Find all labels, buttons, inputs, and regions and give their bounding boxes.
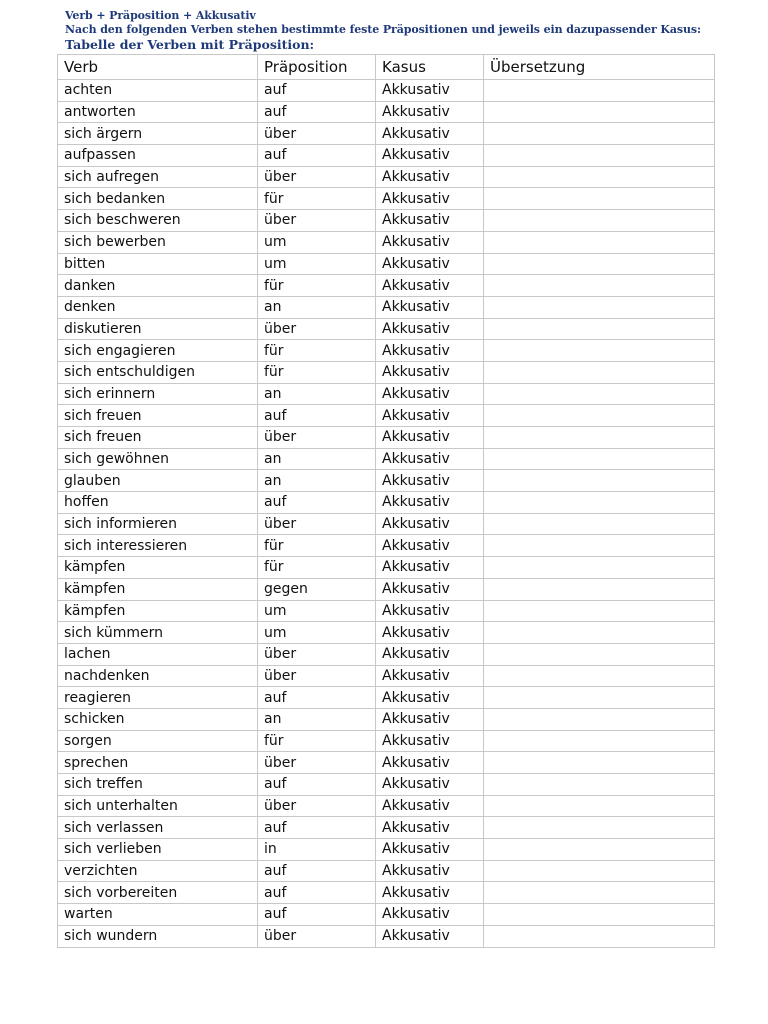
cell-kasus: Akkusativ [376,188,484,210]
cell-preposition: auf [258,101,376,123]
cell-preposition: auf [258,882,376,904]
cell-verb: schicken [58,708,258,730]
cell-preposition: über [258,318,376,340]
cell-preposition: auf [258,405,376,427]
table-row [58,492,715,514]
cell-preposition: auf [258,860,376,882]
cell-verb: kämpfen [58,578,258,600]
table-row [58,145,715,167]
cell-preposition: auf [258,80,376,102]
column-header-verb: Verb [58,55,258,80]
cell-translation[interactable] [484,795,715,817]
table-row [58,101,715,123]
cell-preposition: auf [258,145,376,167]
cell-kasus: Akkusativ [376,904,484,926]
table-row [58,210,715,232]
cell-translation[interactable] [484,839,715,861]
cell-verb: sich wundern [58,925,258,947]
cell-kasus: Akkusativ [376,578,484,600]
table-title: Tabelle der Verben mit Präposition: [65,37,315,52]
cell-translation[interactable] [484,101,715,123]
cell-preposition: an [258,708,376,730]
cell-kasus: Akkusativ [376,210,484,232]
verb-table [57,54,715,948]
cell-preposition: um [258,600,376,622]
cell-preposition: über [258,166,376,188]
cell-translation[interactable] [484,882,715,904]
table-row [58,427,715,449]
cell-preposition: für [258,535,376,557]
cell-verb: lachen [58,643,258,665]
cell-translation[interactable] [484,578,715,600]
cell-translation[interactable] [484,188,715,210]
cell-verb: sich ärgern [58,123,258,145]
cell-verb: warten [58,904,258,926]
cell-verb: sich engagieren [58,340,258,362]
table-row [58,448,715,470]
cell-preposition: über [258,513,376,535]
cell-translation[interactable] [484,340,715,362]
cell-translation[interactable] [484,643,715,665]
cell-kasus: Akkusativ [376,513,484,535]
table-row [58,665,715,687]
cell-preposition: für [258,340,376,362]
cell-verb: bitten [58,253,258,275]
cell-preposition: an [258,448,376,470]
cell-verb: sich freuen [58,405,258,427]
column-header-preposition: Präposition [258,55,376,80]
cell-verb: sich verlieben [58,839,258,861]
cell-preposition: über [258,427,376,449]
cell-translation[interactable] [484,774,715,796]
cell-preposition: für [258,188,376,210]
cell-preposition: an [258,470,376,492]
cell-preposition: in [258,839,376,861]
table-row [58,774,715,796]
table-row [58,622,715,644]
cell-kasus: Akkusativ [376,383,484,405]
cell-preposition: über [258,752,376,774]
cell-verb: glauben [58,470,258,492]
cell-verb: sich interessieren [58,535,258,557]
cell-translation[interactable] [484,145,715,167]
cell-kasus: Akkusativ [376,600,484,622]
cell-verb: sich beschweren [58,210,258,232]
cell-kasus: Akkusativ [376,795,484,817]
table-row [58,752,715,774]
table-row [58,535,715,557]
table-row [58,513,715,535]
doc-intro: Nach den folgenden Verben stehen bestimmte feste Präpositionen und jeweils ein dazupassender Kasus: [65,23,701,36]
cell-translation[interactable] [484,925,715,947]
cell-verb: diskutieren [58,318,258,340]
cell-verb: aufpassen [58,145,258,167]
cell-kasus: Akkusativ [376,687,484,709]
cell-translation[interactable] [484,904,715,926]
cell-kasus: Akkusativ [376,296,484,318]
table-row [58,600,715,622]
cell-kasus: Akkusativ [376,817,484,839]
cell-translation[interactable] [484,622,715,644]
cell-translation[interactable] [484,557,715,579]
cell-translation[interactable] [484,448,715,470]
cell-translation[interactable] [484,405,715,427]
cell-kasus: Akkusativ [376,80,484,102]
cell-translation[interactable] [484,210,715,232]
cell-kasus: Akkusativ [376,752,484,774]
cell-translation[interactable] [484,708,715,730]
cell-kasus: Akkusativ [376,882,484,904]
table-row [58,817,715,839]
cell-translation[interactable] [484,296,715,318]
cell-kasus: Akkusativ [376,708,484,730]
table-row [58,860,715,882]
cell-kasus: Akkusativ [376,448,484,470]
cell-translation[interactable] [484,123,715,145]
cell-preposition: über [258,643,376,665]
cell-preposition: auf [258,817,376,839]
cell-preposition: auf [258,774,376,796]
cell-preposition: über [258,795,376,817]
cell-verb: denken [58,296,258,318]
table-row [58,904,715,926]
cell-verb: sich erinnern [58,383,258,405]
cell-translation[interactable] [484,275,715,297]
cell-translation[interactable] [484,470,715,492]
cell-kasus: Akkusativ [376,231,484,253]
cell-translation[interactable] [484,427,715,449]
cell-verb: sich treffen [58,774,258,796]
cell-kasus: Akkusativ [376,535,484,557]
cell-preposition: für [258,275,376,297]
cell-verb: kämpfen [58,600,258,622]
cell-kasus: Akkusativ [376,665,484,687]
cell-preposition: für [258,361,376,383]
cell-verb: kämpfen [58,557,258,579]
table-row [58,578,715,600]
cell-translation[interactable] [484,817,715,839]
cell-translation[interactable] [484,231,715,253]
cell-translation[interactable] [484,166,715,188]
cell-kasus: Akkusativ [376,145,484,167]
cell-kasus: Akkusativ [376,166,484,188]
cell-kasus: Akkusativ [376,275,484,297]
cell-verb: hoffen [58,492,258,514]
table-row [58,730,715,752]
cell-preposition: auf [258,904,376,926]
cell-translation[interactable] [484,80,715,102]
table-row [58,318,715,340]
doc-heading: Verb + Präposition + Akkusativ [65,9,256,22]
cell-preposition: über [258,210,376,232]
cell-kasus: Akkusativ [376,839,484,861]
column-header-kasus: Kasus [376,55,484,80]
cell-verb: sich kümmern [58,622,258,644]
cell-translation[interactable] [484,860,715,882]
column-header-translation: Übersetzung [484,55,715,80]
cell-verb: sich informieren [58,513,258,535]
cell-preposition: gegen [258,578,376,600]
cell-translation[interactable] [484,600,715,622]
cell-verb: sprechen [58,752,258,774]
cell-kasus: Akkusativ [376,470,484,492]
table-row [58,643,715,665]
cell-verb: sich bewerben [58,231,258,253]
cell-kasus: Akkusativ [376,643,484,665]
cell-kasus: Akkusativ [376,101,484,123]
cell-verb: sorgen [58,730,258,752]
cell-translation[interactable] [484,687,715,709]
table-row [58,839,715,861]
cell-kasus: Akkusativ [376,860,484,882]
cell-kasus: Akkusativ [376,730,484,752]
cell-translation[interactable] [484,665,715,687]
cell-preposition: an [258,296,376,318]
cell-verb: nachdenken [58,665,258,687]
table-row [58,687,715,709]
table-row [58,882,715,904]
cell-verb: antworten [58,101,258,123]
cell-preposition: um [258,622,376,644]
cell-translation[interactable] [484,730,715,752]
table-row [58,231,715,253]
cell-translation[interactable] [484,513,715,535]
table-row [58,795,715,817]
cell-translation[interactable] [484,383,715,405]
cell-verb: sich gewöhnen [58,448,258,470]
cell-kasus: Akkusativ [376,427,484,449]
cell-preposition: auf [258,492,376,514]
cell-verb: reagieren [58,687,258,709]
cell-verb: sich vorbereiten [58,882,258,904]
cell-verb: sich verlassen [58,817,258,839]
table-row [58,123,715,145]
table-row [58,925,715,947]
cell-verb: sich entschuldigen [58,361,258,383]
table-row [58,275,715,297]
table-header-row [58,55,715,80]
cell-translation[interactable] [484,535,715,557]
cell-verb: sich bedanken [58,188,258,210]
cell-preposition: für [258,730,376,752]
table-row [58,470,715,492]
cell-kasus: Akkusativ [376,774,484,796]
cell-kasus: Akkusativ [376,925,484,947]
table-row [58,361,715,383]
cell-translation[interactable] [484,253,715,275]
table-row [58,296,715,318]
cell-kasus: Akkusativ [376,340,484,362]
table-row [58,557,715,579]
table-row [58,405,715,427]
table-row [58,340,715,362]
table-row [58,80,715,102]
table-row [58,253,715,275]
cell-kasus: Akkusativ [376,123,484,145]
cell-preposition: auf [258,687,376,709]
cell-translation[interactable] [484,361,715,383]
cell-verb: sich aufregen [58,166,258,188]
cell-preposition: an [258,383,376,405]
cell-verb: verzichten [58,860,258,882]
cell-kasus: Akkusativ [376,557,484,579]
cell-preposition: über [258,123,376,145]
cell-verb: sich freuen [58,427,258,449]
cell-kasus: Akkusativ [376,253,484,275]
cell-preposition: über [258,665,376,687]
cell-preposition: für [258,557,376,579]
cell-translation[interactable] [484,318,715,340]
cell-kasus: Akkusativ [376,405,484,427]
cell-preposition: über [258,925,376,947]
cell-translation[interactable] [484,752,715,774]
cell-translation[interactable] [484,492,715,514]
table-row [58,383,715,405]
cell-verb: achten [58,80,258,102]
cell-preposition: um [258,253,376,275]
cell-verb: sich unterhalten [58,795,258,817]
cell-preposition: um [258,231,376,253]
cell-kasus: Akkusativ [376,318,484,340]
table-row [58,166,715,188]
table-row [58,188,715,210]
table-row [58,708,715,730]
cell-verb: danken [58,275,258,297]
cell-kasus: Akkusativ [376,361,484,383]
cell-kasus: Akkusativ [376,622,484,644]
cell-kasus: Akkusativ [376,492,484,514]
